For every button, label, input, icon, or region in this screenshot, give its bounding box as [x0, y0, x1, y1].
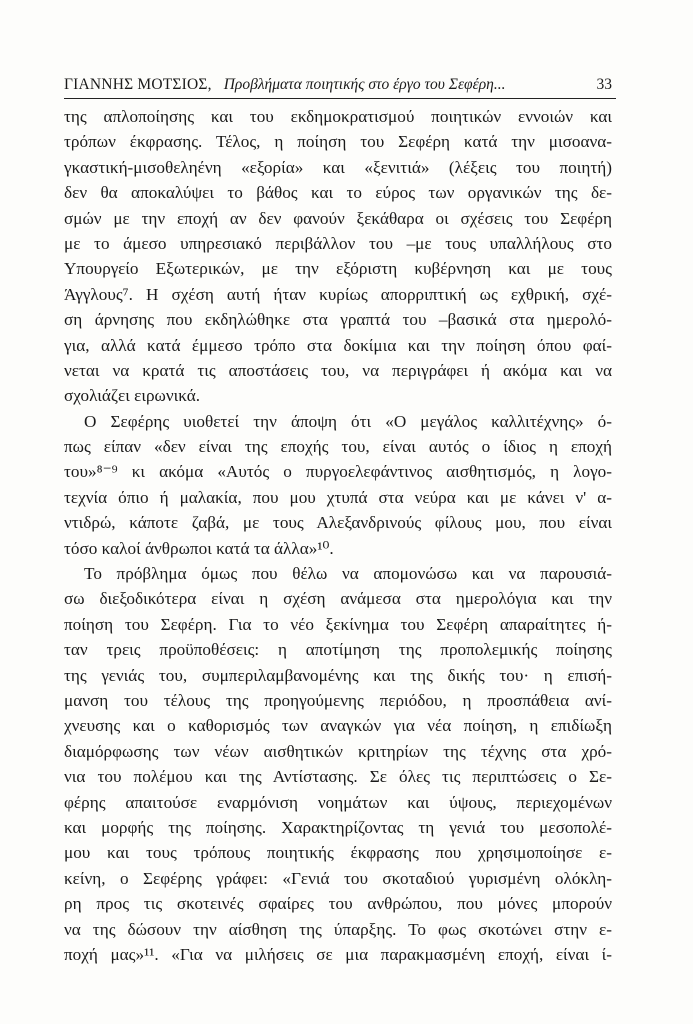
text-line: χνευσης και ο καθορισμός των αναγκών για νέα ποίηση, η επιδίωξη	[64, 716, 612, 736]
text-line: ρη προς τις σκοτεινές σφαίρες του ανθρώπου, που μόνες μπορούν	[64, 894, 612, 914]
text-line: ντιδρώ, κάποτε ζαβά, με τους Αλεξανδρινούς φίλους μου, που είναι	[64, 513, 612, 533]
text-line: με το άμεσο υπηρεσιακό περιβάλλον του –με τους υπαλλήλους στο	[64, 233, 612, 253]
text-line: ση άρνησης που εκδηλώθηκε στα γραπτά του –βασικά στα ημερολό-	[64, 310, 612, 330]
text-line: μανση του τέλους της προηγούμενης περιόδου, η προσπάθεια ανί-	[64, 690, 612, 710]
text-line: τόσο καλοί άνθρωποι κατά τα άλλα»¹⁰.	[64, 538, 334, 558]
text-line: γκαστική-μισοθεληένη «εξορία» και «ξενιτιά» (λέξεις του ποιητή)	[64, 157, 612, 177]
text-line: να της δώσουν την αίσθηση της ύπαρξης. Το φως σκοτώνει στην ε-	[64, 919, 612, 939]
running-head-author: ΓΙΑΝΝΗΣ ΜΟΤΣΙΟΣ,	[64, 76, 212, 93]
body-text	[64, 104, 612, 967]
text-line: τρόπων έκφρασης. Τέλος, η ποίηση του Σεφέρη κατά την μισοανα-	[64, 132, 612, 152]
text-line: ποχή μας»¹¹. «Για να μιλήσεις σε μια παρακμασμένη εποχή, είναι ί-	[64, 944, 612, 964]
text-line: της απλοποίησης και του εκδημοκρατισμού ποιητικών εννοιών και	[64, 107, 612, 126]
text-line: για, αλλά κατά έμμεσο τρόπο στα δοκίμια και την ποίηση όπου φαί-	[64, 335, 612, 355]
text-line: ταν τρεις προϋποθέσεις: η αποτίμηση της προπολεμικής ποίησης	[64, 640, 612, 660]
text-line: Άγγλους⁷. Η σχέση αυτή ήταν κυρίως απορριπτική ως εχθρική, σχέ-	[64, 284, 612, 304]
text-line: Υπουργείο Εξωτερικών, με την εξόριστη κυβέρνηση και με τους	[64, 259, 612, 279]
text-line: ποίηση του Σεφέρη. Για το νέο ξεκίνημα του Σεφέρη απαραίτητες ή-	[64, 614, 612, 634]
text-line: σχολιάζει ειρωνικά.	[64, 386, 201, 406]
running-head	[64, 72, 616, 99]
page-number: 33	[596, 76, 612, 93]
text-line: νεται να κρατά τις αποστάσεις του, να περιγράφει ή ακόμα και να	[64, 360, 612, 380]
text-line: μου και τους τρόπους ποιητικής έκφρασης που χρησιμοποίησε ε-	[64, 843, 612, 863]
text-line: πως είπαν «δεν είναι της εποχής του, είναι αυτός ο ίδιος η εποχή	[64, 437, 612, 457]
text-line: δεν θα αποκαλύψει το βάθος και το εύρος των οργανικών της δε-	[64, 183, 612, 203]
text-line: φέρης απαιτούσε εναρμόνιση νοημάτων και ύψους, περιεχομένων	[64, 792, 612, 812]
text-line: Ο Σεφέρης υιοθετεί την άποψη ότι «Ο μεγάλος καλλιτέχνης» ό-	[84, 411, 612, 431]
text-line: και μορφής της ποίησης. Χαρακτηρίζοντας τη γενιά του μεσοπολέ-	[64, 817, 612, 837]
text-line: σω διεξοδικότερα είναι η σχέση ανάμεσα στα ημερολόγια και την	[64, 589, 612, 609]
text-line: της γενιάς του, συμπεριλαμβανομένης και της δικής του· η επισή-	[64, 665, 612, 685]
running-head-title: Προβλήματα ποιητικής στο έργο του Σεφέρη...	[223, 76, 506, 93]
text-line: νια του πολέμου και της Αντίστασης. Σε όλες τις περιπτώσεις ο Σε-	[64, 767, 612, 787]
text-line: τεχνία όπιο ή μαλακία, που μου χτυπά στα νεύρα και με κάνει ν' α-	[64, 487, 612, 507]
text-line: του»⁸⁻⁹ κι ακόμα «Αυτός ο πυργοελεφάντινος αισθητισμός, η λογο-	[64, 462, 612, 482]
text-line: διαμόρφωσης των νέων αισθητικών κριτηρίων της τέχνης στα χρό-	[64, 741, 612, 761]
text-line: Το πρόβλημα όμως που θέλω να απομονώσω και να παρουσιά-	[84, 564, 612, 584]
text-line: κείνη, ο Σεφέρης γράφει: «Γενιά του σκοταδιού γυρισμένη ολόκλη-	[64, 868, 612, 888]
text-line: σμών με την εποχή αν δεν φανούν ξεκάθαρα οι σχέσεις του Σεφέρη	[64, 208, 612, 228]
